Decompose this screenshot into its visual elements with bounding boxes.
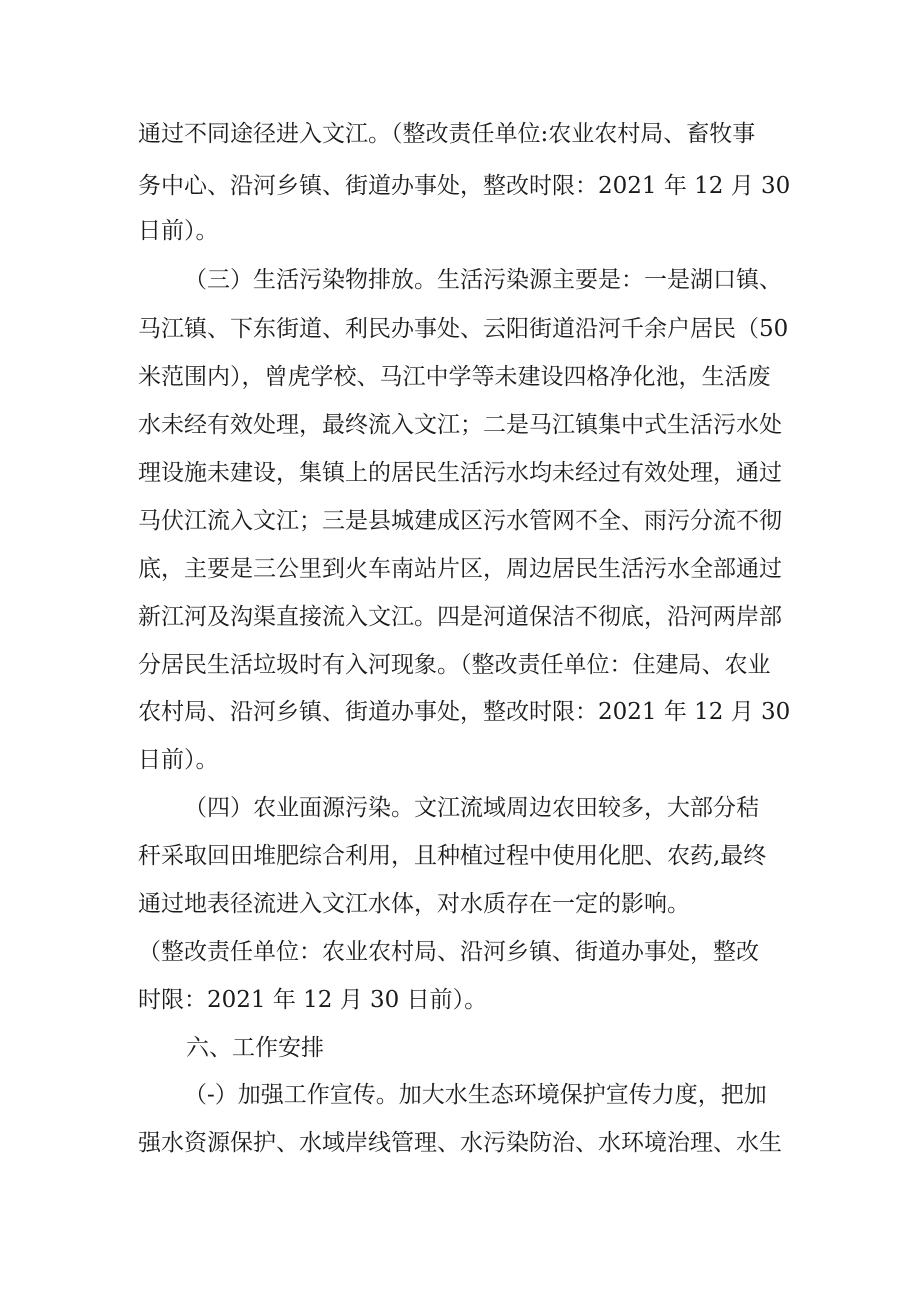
text-line: 日前）。 xyxy=(138,218,219,244)
text-line: 分居民生活垃圾时有入河现象。（整改责任单位：住建局、农业 xyxy=(138,652,771,678)
paragraph-heading-three: （三）生活污染物排放。生活污染源主要是：一是湖口镇、 xyxy=(184,267,782,293)
text-line: 底，主要是三公里到火车南站片区，周边居民生活污水全部通过 xyxy=(138,556,782,582)
text-line: 农村局、沿河乡镇、街道办事处，整改时限：2021 年 12 月 30 xyxy=(138,699,791,725)
section-heading: 六、工作安排 xyxy=(186,1035,324,1061)
text-line: 马伏江流入文江；三是县城建成区污水管网不全、雨污分流不彻 xyxy=(138,508,782,534)
text-line: 日前）。 xyxy=(138,747,219,773)
text-line: 新江河及沟渠直接流入文江。四是河道保洁不彻底，沿河两岸部 xyxy=(138,604,782,630)
text-line: 理设施未建设，集镇上的居民生活污水均未经过有效处理，通过 xyxy=(138,460,782,486)
text-line: 马江镇、下东街道、利民办事处、云阳街道沿河千余户居民（50 xyxy=(138,316,789,342)
paragraph-heading-four: （四）农业面源污染。文江流域周边农田较多，大部分秸 xyxy=(184,795,759,821)
text-line: （整改责任单位：农业农村局、沿河乡镇、街道办事处，整改 xyxy=(138,939,759,965)
text-line: 秆采取回田堆肥综合利用，且种植过程中使用化肥、农药,最终 xyxy=(138,843,767,869)
paragraph-heading-one: （-）加强工作宣传。加大水生态环境保护宣传力度，把加 xyxy=(184,1082,767,1108)
text-line: 通过地表径流进入文江水体，对水质存在一定的影响。 xyxy=(138,891,690,917)
text-line: 水未经有效处理，最终流入文江；二是马江镇集中式生活污水处 xyxy=(138,412,782,438)
text-line: 通过不同途径进入文江。（整改责任单位:农业农村局、畜牧事 xyxy=(138,121,756,147)
text-line: 强水资源保护、水域岸线管理、水污染防治、水环境治理、水生 xyxy=(138,1130,782,1156)
text-line: 时限：2021 年 12 月 30 日前）。 xyxy=(138,987,488,1013)
text-line: 米范围内），曾虎学校、马江中学等未建设四格净化池，生活废 xyxy=(138,364,771,390)
text-line: 务中心、沿河乡镇、街道办事处，整改时限：2021 年 12 月 30 xyxy=(138,173,791,199)
